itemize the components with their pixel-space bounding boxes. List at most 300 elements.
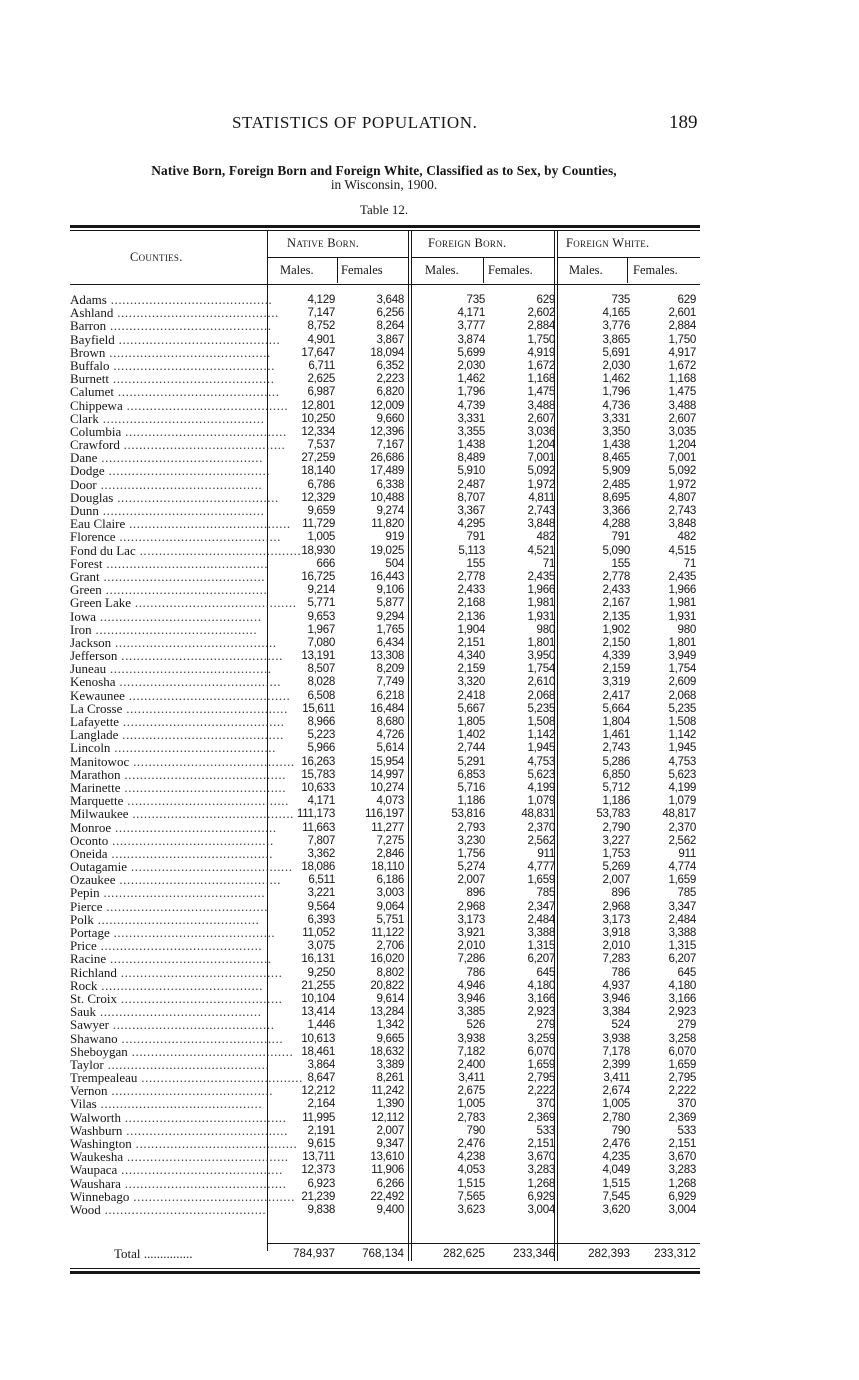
cell-native-females: 4,073	[376, 794, 404, 808]
cell-native-males: 7,537	[307, 438, 335, 452]
cell-foreign-females: 2,369	[527, 1110, 555, 1124]
cell-white-females: 2,484	[668, 912, 696, 926]
cell-foreign-males: 3,355	[457, 424, 485, 438]
cell-white-males: 4,736	[602, 398, 630, 412]
cell-white-males: 2,743	[602, 741, 630, 755]
cell-foreign-females: 2,347	[527, 899, 555, 913]
cell-native-males: 18,086	[301, 860, 335, 874]
county-name: Rock ..........................................	[70, 977, 264, 993]
cell-foreign-males: 2,010	[457, 939, 485, 953]
county-name: Kewaunee ..........................................	[70, 687, 291, 703]
cell-white-females: 1,672	[668, 358, 696, 372]
cell-white-females: 5,092	[668, 464, 696, 478]
cell-native-males: 3,362	[307, 846, 335, 860]
cell-white-males: 1,462	[602, 372, 630, 386]
total-top-rule	[268, 1243, 700, 1244]
county-name: Florence ..........................................	[70, 529, 282, 545]
cell-native-males: 7,147	[307, 306, 335, 320]
bottom-rule-thin	[70, 1268, 700, 1269]
cell-white-males: 3,946	[602, 991, 630, 1005]
cell-native-females: 13,284	[370, 1005, 404, 1019]
county-name: Green Lake ..........................................	[70, 595, 297, 611]
cell-foreign-females: 1,659	[527, 1057, 555, 1071]
cell-foreign-males: 5,274	[457, 860, 485, 874]
caption-line-2: in Wisconsin, 1900.	[330, 177, 438, 192]
cell-white-females: 4,807	[668, 490, 696, 504]
cell-foreign-males: 5,667	[457, 701, 485, 715]
cell-white-females: 1,204	[668, 438, 696, 452]
cell-white-males: 790	[611, 1123, 630, 1137]
cell-white-females: 629	[677, 293, 696, 306]
cell-foreign-males: 2,433	[457, 583, 485, 597]
cell-white-males: 2,485	[602, 477, 630, 491]
cell-foreign-males: 2,151	[457, 635, 485, 649]
cell-foreign-males: 2,968	[457, 899, 485, 913]
county-name: Buffalo ..........................................	[70, 357, 276, 373]
cell-white-females: 6,929	[668, 1189, 696, 1203]
cell-foreign-females: 1,475	[527, 385, 555, 399]
table-row	[0, 1203, 859, 1216]
county-name: Price ..........................................	[70, 938, 263, 954]
cell-foreign-males: 735	[466, 293, 485, 306]
cell-native-females: 1,342	[376, 1018, 404, 1032]
cell-white-females: 1,750	[668, 332, 696, 346]
cell-native-males: 1,005	[307, 530, 335, 544]
cell-foreign-females: 3,848	[527, 517, 555, 531]
county-name: Marinette ..........................................	[70, 779, 287, 795]
cell-foreign-females: 1,945	[527, 741, 555, 755]
cell-native-males: 16,725	[301, 569, 335, 583]
cell-native-males: 18,461	[301, 1044, 335, 1058]
cell-white-males: 8,465	[602, 451, 630, 465]
cell-white-males: 1,186	[602, 794, 630, 808]
cell-white-males: 786	[611, 965, 630, 979]
cell-white-females: 3,488	[668, 398, 696, 412]
cell-foreign-males: 5,910	[457, 464, 485, 478]
cell-white-males: 5,691	[602, 345, 630, 359]
cell-white-females: 1,142	[668, 728, 696, 742]
cell-foreign-males: 5,113	[458, 543, 485, 557]
subheader-white-males: Males.	[569, 263, 603, 277]
cell-native-males: 11,729	[302, 517, 335, 531]
cell-white-females: 3,848	[668, 517, 696, 531]
cell-foreign-females: 1,750	[527, 332, 555, 346]
cell-white-males: 155	[611, 556, 630, 570]
cell-native-females: 8,802	[376, 965, 404, 979]
county-name: Bayfield ..........................................	[70, 331, 281, 347]
cell-foreign-males: 7,286	[457, 952, 485, 966]
page-header	[0, 113, 859, 137]
cell-native-females: 10,274	[370, 780, 404, 794]
county-name: Trempealeau ..........................................	[70, 1070, 303, 1086]
cell-native-males: 6,987	[307, 385, 335, 399]
cell-native-males: 9,214	[307, 583, 335, 597]
cell-foreign-males: 8,489	[457, 451, 485, 465]
cell-foreign-females: 279	[536, 1018, 555, 1032]
cell-foreign-males: 3,367	[457, 504, 485, 517]
total-native-males: 784,937	[293, 1247, 335, 1260]
cell-white-males: 2,150	[602, 635, 630, 649]
county-name: Winnebago ..........................................	[70, 1188, 295, 1204]
top-rule-thin	[70, 230, 700, 231]
cell-native-males: 1,967	[307, 622, 335, 636]
cell-native-males: 10,250	[301, 411, 335, 425]
cell-native-males: 12,329	[301, 490, 335, 504]
cell-white-males: 2,007	[602, 873, 630, 887]
cell-foreign-males: 3,921	[457, 926, 485, 939]
cell-foreign-males: 2,783	[457, 1110, 485, 1124]
cell-native-males: 2,625	[307, 372, 335, 386]
cell-foreign-females: 1,931	[527, 609, 555, 623]
county-name: Dane ..........................................	[70, 450, 263, 466]
cell-native-females: 9,294	[376, 609, 404, 623]
cell-native-females: 6,186	[376, 873, 404, 887]
cell-white-females: 7,001	[668, 451, 696, 465]
bottom-rule-thick	[70, 1271, 700, 1274]
county-name: Chippewa ..........................................	[70, 397, 289, 413]
cell-white-males: 3,411	[603, 1071, 630, 1085]
cell-foreign-males: 2,778	[457, 569, 485, 583]
county-name: Langlade ..........................................	[70, 727, 284, 743]
cell-foreign-females: 785	[536, 886, 555, 900]
cell-foreign-males: 791	[466, 530, 485, 544]
cell-foreign-males: 2,159	[457, 662, 485, 676]
cell-white-females: 1,079	[668, 794, 696, 808]
county-name: Manitowoc ..........................................	[70, 753, 295, 769]
cell-foreign-males: 4,053	[457, 1163, 485, 1177]
cell-white-males: 4,235	[602, 1150, 630, 1164]
cell-native-females: 504	[385, 556, 404, 570]
county-name: Waukesha ..........................................	[70, 1149, 289, 1165]
cell-foreign-females: 2,602	[527, 306, 555, 320]
subheader-native-males: Males.	[280, 263, 314, 277]
cell-white-males: 735	[611, 293, 630, 306]
cell-native-females: 9,347	[376, 1137, 404, 1150]
county-name: Door ..........................................	[70, 476, 263, 492]
cell-native-males: 17,647	[301, 345, 335, 359]
county-name: Polk ..........................................	[70, 911, 260, 927]
cell-white-males: 1,438	[602, 438, 630, 452]
cell-white-females: 1,508	[668, 715, 696, 728]
cell-foreign-females: 4,199	[527, 780, 555, 794]
cell-white-females: 1,801	[668, 635, 696, 649]
cell-foreign-males: 5,699	[457, 345, 485, 359]
cell-foreign-males: 1,186	[457, 794, 485, 808]
cell-white-males: 2,778	[602, 569, 630, 583]
cell-native-males: 6,711	[308, 358, 335, 372]
cell-white-females: 279	[677, 1018, 696, 1032]
cell-white-males: 7,283	[602, 952, 630, 966]
cell-native-females: 1,390	[376, 1097, 404, 1111]
cell-native-males: 5,771	[307, 596, 335, 610]
cell-foreign-males: 155	[466, 556, 485, 570]
cell-foreign-males: 1,005	[457, 1097, 485, 1111]
county-name: Iowa ..........................................	[70, 608, 262, 624]
cell-native-males: 4,171	[307, 794, 335, 808]
cell-native-males: 16,263	[301, 754, 335, 768]
cell-foreign-males: 4,340	[457, 649, 485, 663]
cell-white-males: 2,030	[602, 358, 630, 372]
cell-native-males: 13,711	[302, 1150, 335, 1164]
cell-foreign-females: 4,753	[527, 754, 555, 768]
cell-native-females: 10,488	[370, 490, 404, 504]
county-name: Pepin ..........................................	[70, 885, 266, 901]
cell-white-females: 2,609	[668, 675, 696, 689]
cell-foreign-males: 4,295	[457, 517, 485, 531]
col-header-counties: Counties.	[130, 250, 183, 264]
subheader-foreign-males: Males.	[425, 263, 459, 277]
county-name: Walworth ..........................................	[70, 1109, 287, 1125]
cell-foreign-females: 3,388	[527, 926, 555, 939]
cell-native-males: 6,923	[307, 1176, 335, 1190]
county-name: Ashland ..........................................	[70, 305, 279, 321]
cell-native-females: 2,223	[376, 372, 404, 386]
county-name: Marathon ..........................................	[70, 766, 287, 782]
cell-foreign-males: 2,168	[457, 596, 485, 610]
cell-native-males: 18,930	[301, 543, 335, 557]
cell-white-females: 2,222	[668, 1084, 696, 1098]
county-name: Lafayette ..........................................	[70, 714, 285, 729]
cell-foreign-females: 5,092	[527, 464, 555, 478]
cell-white-males: 4,165	[602, 306, 630, 320]
county-name: Jefferson ..........................................	[70, 648, 283, 664]
cell-white-males: 5,090	[602, 543, 630, 557]
county-name: Oconto ..........................................	[70, 832, 274, 848]
cell-foreign-females: 3,950	[527, 649, 555, 663]
cell-native-males: 11,663	[302, 820, 335, 834]
cell-white-males: 2,417	[602, 688, 630, 702]
cell-white-females: 2,068	[668, 688, 696, 702]
table-caption	[70, 164, 698, 192]
county-name: Marquette ..........................................	[70, 793, 289, 809]
cell-white-males: 3,620	[602, 1202, 630, 1216]
total-foreign-males: 282,625	[443, 1247, 485, 1260]
cell-white-males: 8,695	[602, 490, 630, 504]
cell-foreign-females: 911	[537, 846, 555, 860]
cell-foreign-males: 2,400	[457, 1057, 485, 1071]
subcol-divider-native	[337, 258, 338, 283]
cell-foreign-males: 7,565	[457, 1189, 485, 1203]
table-body	[0, 293, 859, 1216]
county-name: Wood ..........................................	[70, 1201, 267, 1217]
county-name: Portage ..........................................	[70, 925, 276, 940]
cell-foreign-males: 2,418	[457, 688, 485, 702]
county-name: Racine ..........................................	[70, 951, 272, 967]
cell-foreign-females: 48,831	[521, 807, 555, 821]
cell-white-females: 1,945	[668, 741, 696, 755]
cell-foreign-females: 3,036	[527, 424, 555, 438]
cell-foreign-females: 71	[542, 556, 555, 570]
cell-native-females: 3,648	[376, 293, 404, 306]
subcol-divider-foreign	[483, 258, 484, 283]
cell-white-females: 2,370	[668, 820, 696, 834]
cell-native-females: 6,338	[376, 477, 404, 491]
cell-native-females: 4,726	[376, 728, 404, 742]
county-name: Taylor ..........................................	[70, 1056, 270, 1072]
cell-foreign-females: 2,795	[527, 1071, 555, 1085]
cell-foreign-females: 4,811	[528, 490, 555, 504]
cell-foreign-females: 2,607	[527, 411, 555, 425]
cell-white-females: 1,659	[668, 873, 696, 887]
county-name: Washburn ..........................................	[70, 1122, 288, 1138]
cell-foreign-females: 370	[536, 1097, 555, 1111]
cell-native-females: 12,009	[370, 398, 404, 412]
cell-foreign-males: 3,623	[457, 1202, 485, 1216]
county-name: Grant ..........................................	[70, 568, 266, 584]
cell-native-females: 7,167	[376, 438, 404, 452]
cell-white-females: 1,966	[668, 583, 696, 597]
cell-white-males: 2,159	[602, 662, 630, 676]
cell-white-males: 3,918	[602, 926, 630, 939]
cell-native-males: 27,259	[301, 451, 335, 465]
cell-foreign-males: 3,938	[457, 1031, 485, 1045]
cell-native-males: 3,864	[307, 1057, 335, 1071]
cell-white-females: 4,515	[668, 543, 696, 557]
total-row	[0, 1246, 859, 1262]
cell-foreign-males: 3,385	[457, 1005, 485, 1019]
cell-native-females: 6,218	[376, 688, 404, 702]
cell-foreign-females: 533	[536, 1123, 555, 1137]
cell-native-females: 11,906	[371, 1163, 404, 1177]
county-name: Iron ..........................................	[70, 621, 258, 637]
cell-foreign-males: 2,476	[457, 1137, 485, 1150]
cell-native-females: 17,489	[370, 464, 404, 478]
table-title: Table 12.	[359, 202, 409, 217]
cell-foreign-females: 3,488	[527, 398, 555, 412]
total-native-females: 768,134	[362, 1247, 404, 1260]
cell-native-females: 22,492	[370, 1189, 404, 1203]
cell-foreign-females: 1,801	[527, 635, 555, 649]
running-title: STATISTICS OF POPULATION.	[232, 113, 478, 132]
cell-native-males: 1,446	[307, 1018, 335, 1032]
cell-foreign-females: 2,562	[527, 833, 555, 847]
cell-foreign-females: 629	[536, 293, 555, 306]
cell-white-males: 1,005	[602, 1097, 630, 1111]
cell-foreign-females: 1,672	[527, 358, 555, 372]
county-name: La Crosse ..........................................	[70, 700, 288, 716]
cell-white-males: 3,865	[602, 332, 630, 346]
col-header-foreign-white: Foreign White.	[566, 236, 650, 250]
cell-foreign-females: 6,070	[527, 1044, 555, 1058]
cell-white-females: 3,166	[668, 991, 696, 1005]
cell-white-females: 2,151	[668, 1137, 696, 1150]
county-name: Sawyer ..........................................	[70, 1017, 275, 1033]
cell-white-females: 6,207	[668, 952, 696, 966]
cell-white-males: 3,173	[602, 912, 630, 926]
cell-native-males: 666	[316, 556, 335, 570]
county-name: Monroe ..........................................	[70, 819, 277, 835]
cell-native-females: 919	[385, 530, 404, 544]
cell-foreign-males: 786	[466, 965, 485, 979]
cell-native-females: 18,632	[370, 1044, 404, 1058]
cell-foreign-males: 2,030	[457, 358, 485, 372]
cell-white-females: 911	[678, 846, 696, 860]
cell-foreign-males: 1,462	[457, 372, 485, 386]
cell-native-females: 7,749	[376, 675, 404, 689]
cell-white-males: 4,288	[602, 517, 630, 531]
county-name: Crawford ..........................................	[70, 437, 286, 453]
cell-white-females: 1,754	[668, 662, 696, 676]
county-name: Ozaukee ..........................................	[70, 872, 282, 888]
cell-white-females: 482	[677, 530, 696, 544]
cell-native-males: 7,807	[307, 833, 335, 847]
cell-white-females: 4,917	[668, 345, 696, 359]
cell-white-females: 980	[677, 622, 696, 636]
cell-native-males: 12,334	[301, 424, 335, 438]
cell-native-males: 15,611	[302, 701, 335, 715]
cell-native-females: 11,277	[371, 820, 404, 834]
county-name: Green ..........................................	[70, 582, 268, 598]
cell-white-females: 5,623	[668, 767, 696, 781]
cell-white-males: 1,796	[602, 385, 630, 399]
cell-native-males: 9,838	[307, 1202, 335, 1216]
county-name: Sheboygan ..........................................	[70, 1043, 294, 1059]
cell-foreign-females: 482	[536, 530, 555, 544]
cell-white-females: 1,168	[668, 372, 696, 386]
cell-foreign-females: 1,079	[527, 794, 555, 808]
cell-white-males: 2,476	[602, 1137, 630, 1150]
cell-native-males: 12,801	[301, 398, 335, 412]
cell-native-females: 3,867	[376, 332, 404, 346]
cell-foreign-females: 1,204	[527, 438, 555, 452]
cell-foreign-females: 1,972	[527, 477, 555, 491]
group-underline-native	[268, 257, 408, 258]
cell-foreign-males: 4,238	[457, 1150, 485, 1164]
cell-foreign-males: 7,182	[457, 1044, 485, 1058]
cell-native-females: 13,610	[370, 1150, 404, 1164]
county-name: Calumet ..........................................	[70, 384, 280, 400]
cell-native-males: 6,786	[307, 477, 335, 491]
cell-foreign-males: 2,007	[457, 873, 485, 887]
county-name: Adams ..........................................	[70, 292, 273, 307]
cell-native-males: 11,995	[302, 1110, 335, 1124]
cell-foreign-males: 526	[466, 1018, 485, 1032]
cell-foreign-males: 2,675	[457, 1084, 485, 1098]
cell-foreign-males: 1,805	[457, 715, 485, 728]
county-name: Kenosha ..........................................	[70, 674, 282, 690]
county-name: Eau Claire ..........................................	[70, 516, 291, 532]
cell-native-females: 18,110	[371, 860, 404, 874]
cell-foreign-males: 2,744	[457, 741, 485, 755]
cell-white-males: 7,178	[602, 1044, 630, 1058]
cell-foreign-females: 2,923	[527, 1005, 555, 1019]
total-label: Total ...............	[114, 1246, 193, 1261]
county-name: Waupaca ..........................................	[70, 1162, 283, 1178]
cell-native-females: 6,266	[376, 1176, 404, 1190]
cell-foreign-males: 790	[466, 1123, 485, 1137]
caption-line-1: Native Born, Foreign Born and Foreign White, Classified as to Sex, by Counties,	[151, 163, 617, 178]
cell-white-males: 3,384	[602, 1005, 630, 1019]
county-name: Barron ..........................................	[70, 318, 272, 334]
cell-native-males: 18,140	[301, 464, 335, 478]
cell-white-males: 2,167	[602, 596, 630, 610]
cell-white-females: 1,475	[668, 385, 696, 399]
county-name: Washington ..........................................	[70, 1136, 298, 1151]
cell-foreign-females: 3,283	[527, 1163, 555, 1177]
cell-foreign-males: 2,793	[457, 820, 485, 834]
cell-white-males: 3,227	[602, 833, 630, 847]
county-name: Forest ..........................................	[70, 555, 269, 571]
cell-white-females: 2,562	[668, 833, 696, 847]
county-name: Jackson ..........................................	[70, 634, 277, 650]
cell-foreign-females: 4,180	[527, 978, 555, 992]
total-white-males: 282,393	[588, 1247, 630, 1260]
cell-white-females: 3,004	[668, 1202, 696, 1216]
cell-native-males: 8,966	[307, 715, 335, 728]
cell-native-females: 14,997	[370, 767, 404, 781]
cell-foreign-females: 4,777	[527, 860, 555, 874]
cell-native-males: 12,373	[301, 1163, 335, 1177]
